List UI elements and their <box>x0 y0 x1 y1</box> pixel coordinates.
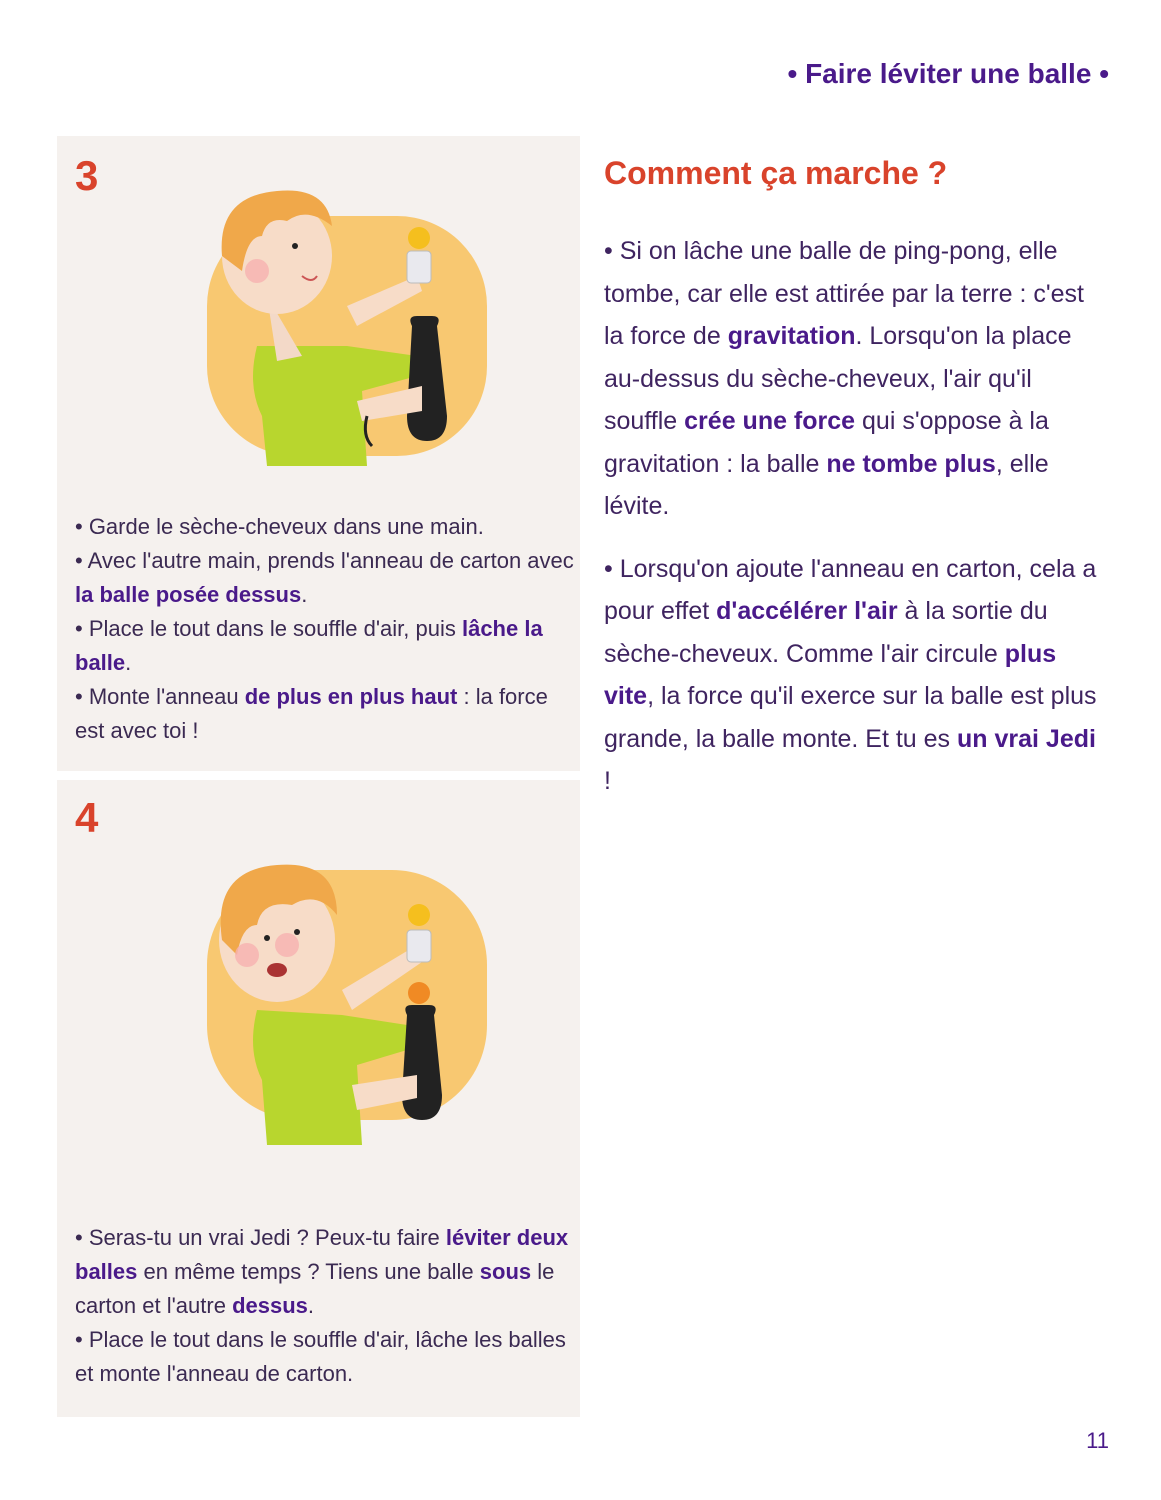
section-title: Comment ça marche ? <box>604 155 948 191</box>
text-run: qui s'oppose à la gravitation : la balle <box>604 407 1049 478</box>
text-run: • Si on lâche une balle de ping-pong, elle tombe, car elle est attirée par la terre : c'est la force de <box>604 237 1084 350</box>
text-run: , elle lévite. <box>604 449 1049 520</box>
bold-text-run: lâche la balle <box>75 616 543 675</box>
instruction-line <box>75 1323 575 1391</box>
instruction-line <box>75 680 575 748</box>
bold-text-run: dessus <box>232 1293 308 1318</box>
bold-text-run: d'accélérer l'air <box>716 597 898 625</box>
text-run: . <box>307 1293 315 1318</box>
bold-text-run: plus vite <box>604 639 1057 710</box>
text-run: ! <box>604 767 611 795</box>
bold-text-run: crée une force <box>684 407 856 435</box>
text-run: . <box>301 582 308 607</box>
instruction-line <box>75 510 575 544</box>
text-run: : la force est avec toi ! <box>75 684 548 743</box>
text-run: , la force qu'il exerce sur la balle est plus grande, la balle monte. Et tu es <box>604 682 1097 753</box>
text-run: • Place le tout dans le souffle d'air, lâche les balles et monte l'anneau de carton. <box>75 1327 566 1386</box>
step-instructions <box>75 510 575 748</box>
instruction-line <box>75 544 575 612</box>
boy-two-balls-illustration <box>167 830 507 1150</box>
instruction-line <box>75 1221 575 1323</box>
page-number: 11 <box>1086 1428 1109 1453</box>
text-run: le carton et l'autre <box>75 1259 555 1318</box>
text-run: en même temps ? Tiens une balle <box>137 1259 480 1284</box>
step-instructions <box>75 1221 575 1391</box>
text-run: à la sortie du sèche-cheveux. Comme l'air circule <box>604 597 1048 668</box>
explanation-section <box>604 155 1104 823</box>
bold-text-run: un vrai Jedi <box>957 724 1096 753</box>
step-3-panel <box>57 136 580 771</box>
step-4-panel <box>57 780 580 1417</box>
text-run: • Monte l'anneau <box>75 684 245 709</box>
bold-text-run: sous <box>479 1259 532 1284</box>
bold-text-run: ne tombe plus <box>826 449 996 478</box>
text-run: • Place le tout dans le souffle d'air, puis <box>75 616 462 641</box>
bold-text-run: gravitation <box>727 322 856 350</box>
text-run: • Seras-tu un vrai Jedi ? Peux-tu faire <box>75 1225 446 1250</box>
bold-text-run: la balle posée dessus <box>75 582 302 607</box>
text-run: • Garde le sèche-cheveux dans une main. <box>75 514 484 539</box>
text-run: • Lorsqu'on ajoute l'anneau en carton, cela a pour effet <box>604 554 1097 625</box>
explanation-paragraph <box>604 548 1104 803</box>
bold-text-run: de plus en plus haut <box>244 684 458 709</box>
text-run: . <box>125 650 132 675</box>
step-number: 4 <box>75 794 99 841</box>
instruction-line <box>75 612 575 680</box>
step-number: 3 <box>75 152 99 199</box>
boy-holding-hairdryer-illustration <box>167 176 507 496</box>
text-run: . Lorsqu'on la place au-dessus du sèche-cheveux, l'air qu'il souffle <box>604 322 1072 435</box>
bold-text-run: léviter deux balles <box>75 1225 569 1284</box>
explanation-paragraph <box>604 230 1104 528</box>
text-run: • Avec l'autre main, prends l'anneau de carton avec <box>75 548 574 573</box>
page-header-title: • Faire léviter une balle • <box>787 58 1109 89</box>
